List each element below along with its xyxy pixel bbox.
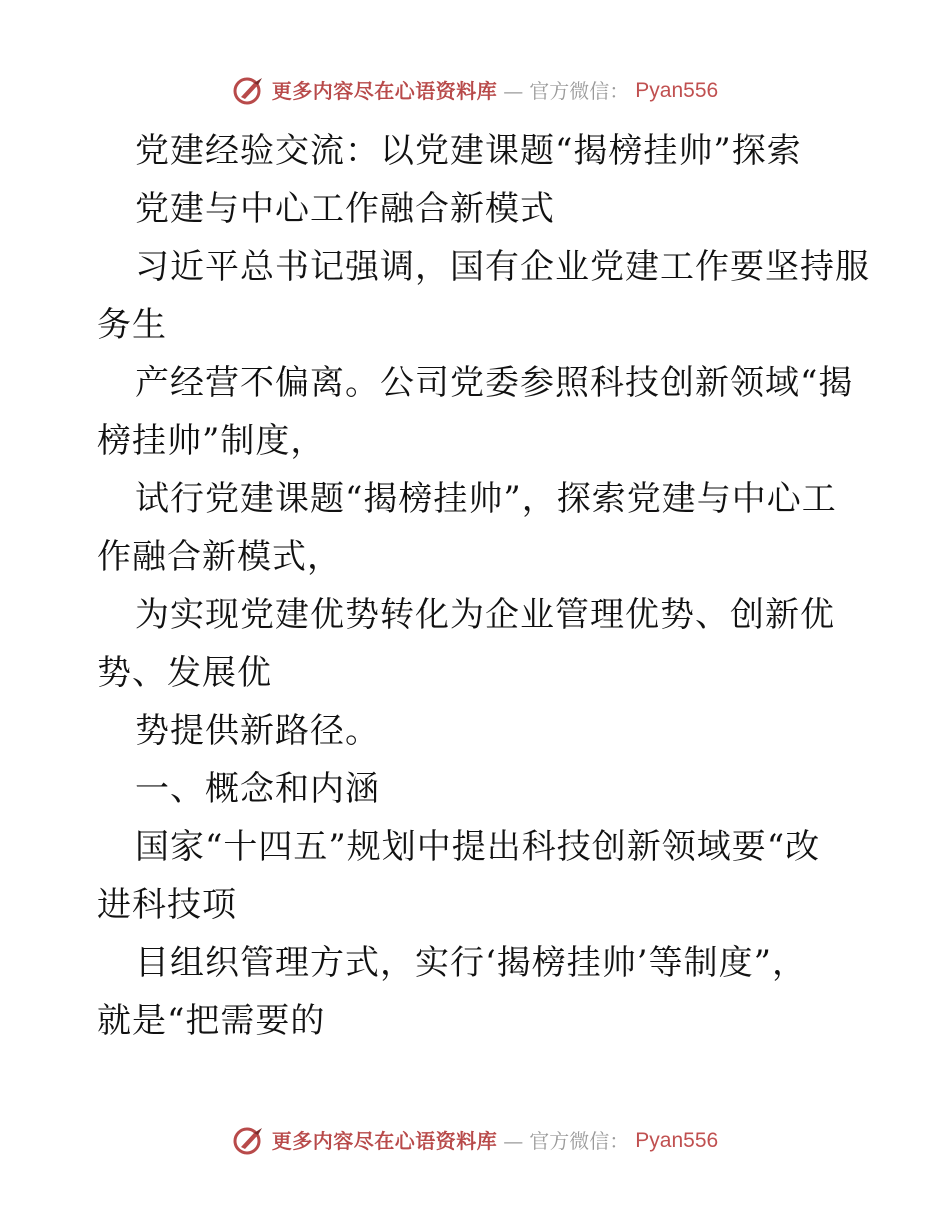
text-line: 就是“把需要的 — [97, 1001, 326, 1041]
text-line: 榜挂帅”制度， — [97, 421, 326, 461]
watermark-wechat-label: 官方微信： — [529, 79, 630, 103]
text-line: 产经营不偏离。公司党委参照科技创新领域“揭 — [135, 363, 854, 403]
watermark-separator: — — [503, 79, 524, 103]
text-line: 势、发展优 — [97, 653, 272, 693]
text-line: 试行党建课题“揭榜挂帅”，探索党建与中心工 — [135, 479, 837, 519]
text-line: 作融合新模式， — [97, 537, 342, 577]
text-line: 国家“十四五”规划中提出科技创新领域要“改 — [135, 827, 821, 867]
watermark-wechat-id: Pyan556 — [635, 1129, 719, 1152]
header-watermark — [0, 76, 950, 106]
watermark-text: 更多内容尽在心语资料库 — [271, 79, 498, 103]
watermark-text: 更多内容尽在心语资料库 — [271, 1129, 498, 1153]
watermark-wechat-id: Pyan556 — [635, 79, 719, 102]
footer-watermark — [0, 1126, 950, 1156]
text-line: 习近平总书记强调，国有企业党建工作要坚持服 — [135, 247, 870, 287]
text-line: 目组织管理方式，实行‘揭榜挂帅’等制度”， — [135, 943, 807, 983]
text-line: 为实现党建优势转化为企业管理优势、创新优 — [135, 595, 835, 635]
text-line: 务生 — [97, 305, 167, 345]
watermark-separator: — — [503, 1129, 524, 1153]
section-heading: 一、概念和内涵 — [135, 769, 380, 809]
watermark-wechat-label: 官方微信： — [529, 1129, 630, 1153]
document-body — [97, 122, 870, 1050]
text-line: 势提供新路径。 — [135, 711, 380, 751]
brush-logo-icon — [232, 76, 266, 106]
text-line: 党建经验交流：以党建课题“揭榜挂帅”探索 — [135, 131, 802, 171]
text-line: 进科技项 — [97, 885, 237, 925]
brush-logo-icon — [232, 1126, 266, 1156]
text-line: 党建与中心工作融合新模式 — [135, 189, 555, 229]
